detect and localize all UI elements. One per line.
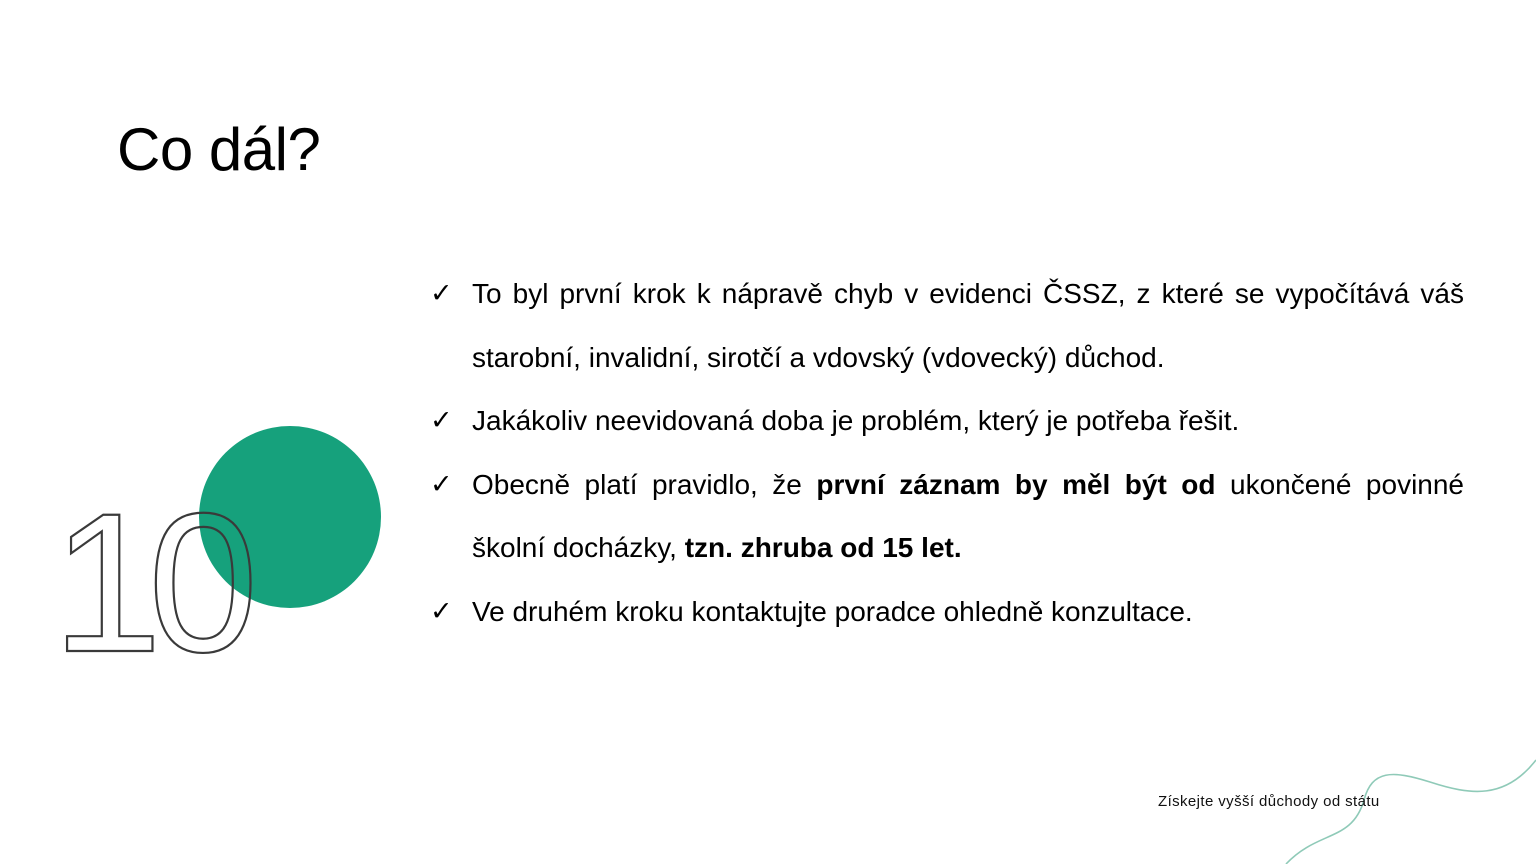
slide-number: 10 [52,472,245,693]
checkmark-icon: ✓ [430,595,453,627]
bullet-text-start: Obecně platí pravidlo, že [472,468,817,500]
bullet-text: Jakákoliv neevidovaná doba je problém, který je potřeba řešit. [472,405,1240,436]
bullet-item-3 [426,453,1464,580]
bullet-text-middle: ukončené povinné školní docházky, [472,468,1465,563]
checkmark-icon: ✓ [430,468,453,500]
wave-line [1286,760,1536,864]
slide-title: Co dál? [117,116,321,183]
checkmark-icon: ✓ [430,405,453,436]
bullet-bold-text: tzn. zhruba od 15 let. [684,532,962,563]
bullet-bold-text: první záznam by měl být od [816,468,1216,500]
bullet-text: Ve druhém kroku kontaktujte poradce ohledně konzultace. [472,595,1193,627]
bullet-list [426,262,1464,643]
bullet-text: To byl první krok k nápravě chyb v evidenci ČSSZ, z které se vypočítává váš starobní, invalidní, sirotčí a vdovský (vdovecký) důchod. [472,278,1464,373]
bullet-item-4 [426,580,1464,644]
bullet-item-1 [426,262,1464,389]
footer-tagline: Získejte vyšší důchody od státu [1158,793,1380,810]
checkmark-icon: ✓ [430,278,453,309]
bullet-item-2 [426,389,1464,453]
